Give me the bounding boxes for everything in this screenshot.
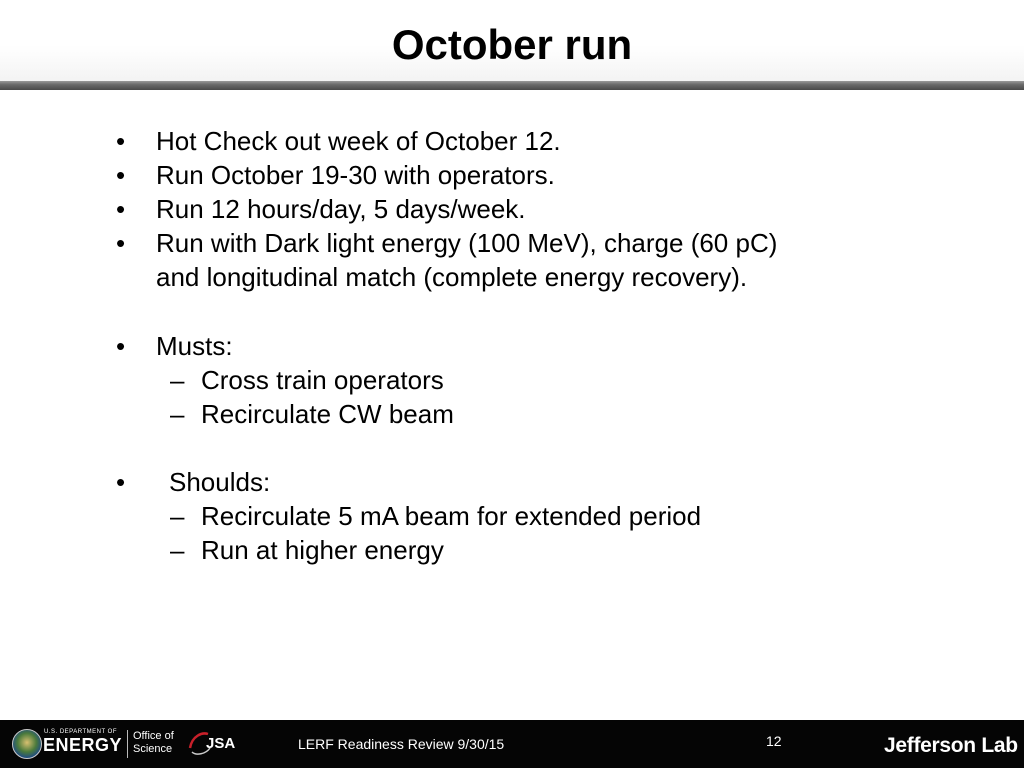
sub-bullet-marker: – (170, 399, 185, 429)
office-of-science-logo (133, 730, 174, 756)
sub-bullet-marker: – (170, 501, 185, 531)
bullet-run-october: Run October 19-30 with operators. (156, 160, 555, 190)
bullet-marker: • (116, 467, 126, 497)
musts-label: Musts: (156, 331, 233, 361)
should-item-higher-energy: Run at higher energy (201, 535, 444, 565)
bullet-dark-light-line1: Run with Dark light energy (100 MeV), charge (60 pC) (156, 228, 778, 258)
bullet-dark-light-line2: and longitudinal match (complete energy recovery). (156, 262, 748, 292)
bullet-hot-check: Hot Check out week of October 12. (156, 126, 561, 156)
bullet-marker: • (116, 126, 126, 156)
bullet-marker: • (116, 194, 126, 224)
sub-bullet-marker: – (170, 365, 185, 395)
jsa-logo-text: JSA (206, 735, 236, 752)
office-line-2: Science (133, 743, 173, 755)
should-item-recirculate-5ma: Recirculate 5 mA beam for extended period (201, 501, 702, 531)
shoulds-label: Shoulds: (169, 467, 271, 497)
doe-department-text: U.S. DEPARTMENT OF (44, 729, 118, 735)
page-number: 12 (766, 733, 782, 749)
slide-title: October run (391, 21, 633, 68)
jefferson-lab-logo: Jefferson Lab (884, 734, 1018, 757)
slide-footer (0, 720, 1024, 768)
doe-energy-logo: ENERGY (43, 735, 123, 755)
bullet-marker: • (116, 160, 126, 190)
sub-bullet-marker: – (170, 535, 185, 565)
doe-seal-icon (12, 729, 42, 759)
bullet-marker: • (116, 228, 126, 258)
jsa-logo-icon (186, 726, 236, 760)
footer-caption: LERF Readiness Review 9/30/15 (298, 736, 505, 752)
must-item-recirculate-cw: Recirculate CW beam (201, 399, 454, 429)
must-item-cross-train: Cross train operators (201, 365, 444, 395)
bullet-run-hours: Run 12 hours/day, 5 days/week. (156, 194, 526, 224)
bullet-marker: • (116, 331, 126, 361)
logo-divider (127, 730, 128, 758)
office-line-1: Office of (133, 730, 174, 742)
